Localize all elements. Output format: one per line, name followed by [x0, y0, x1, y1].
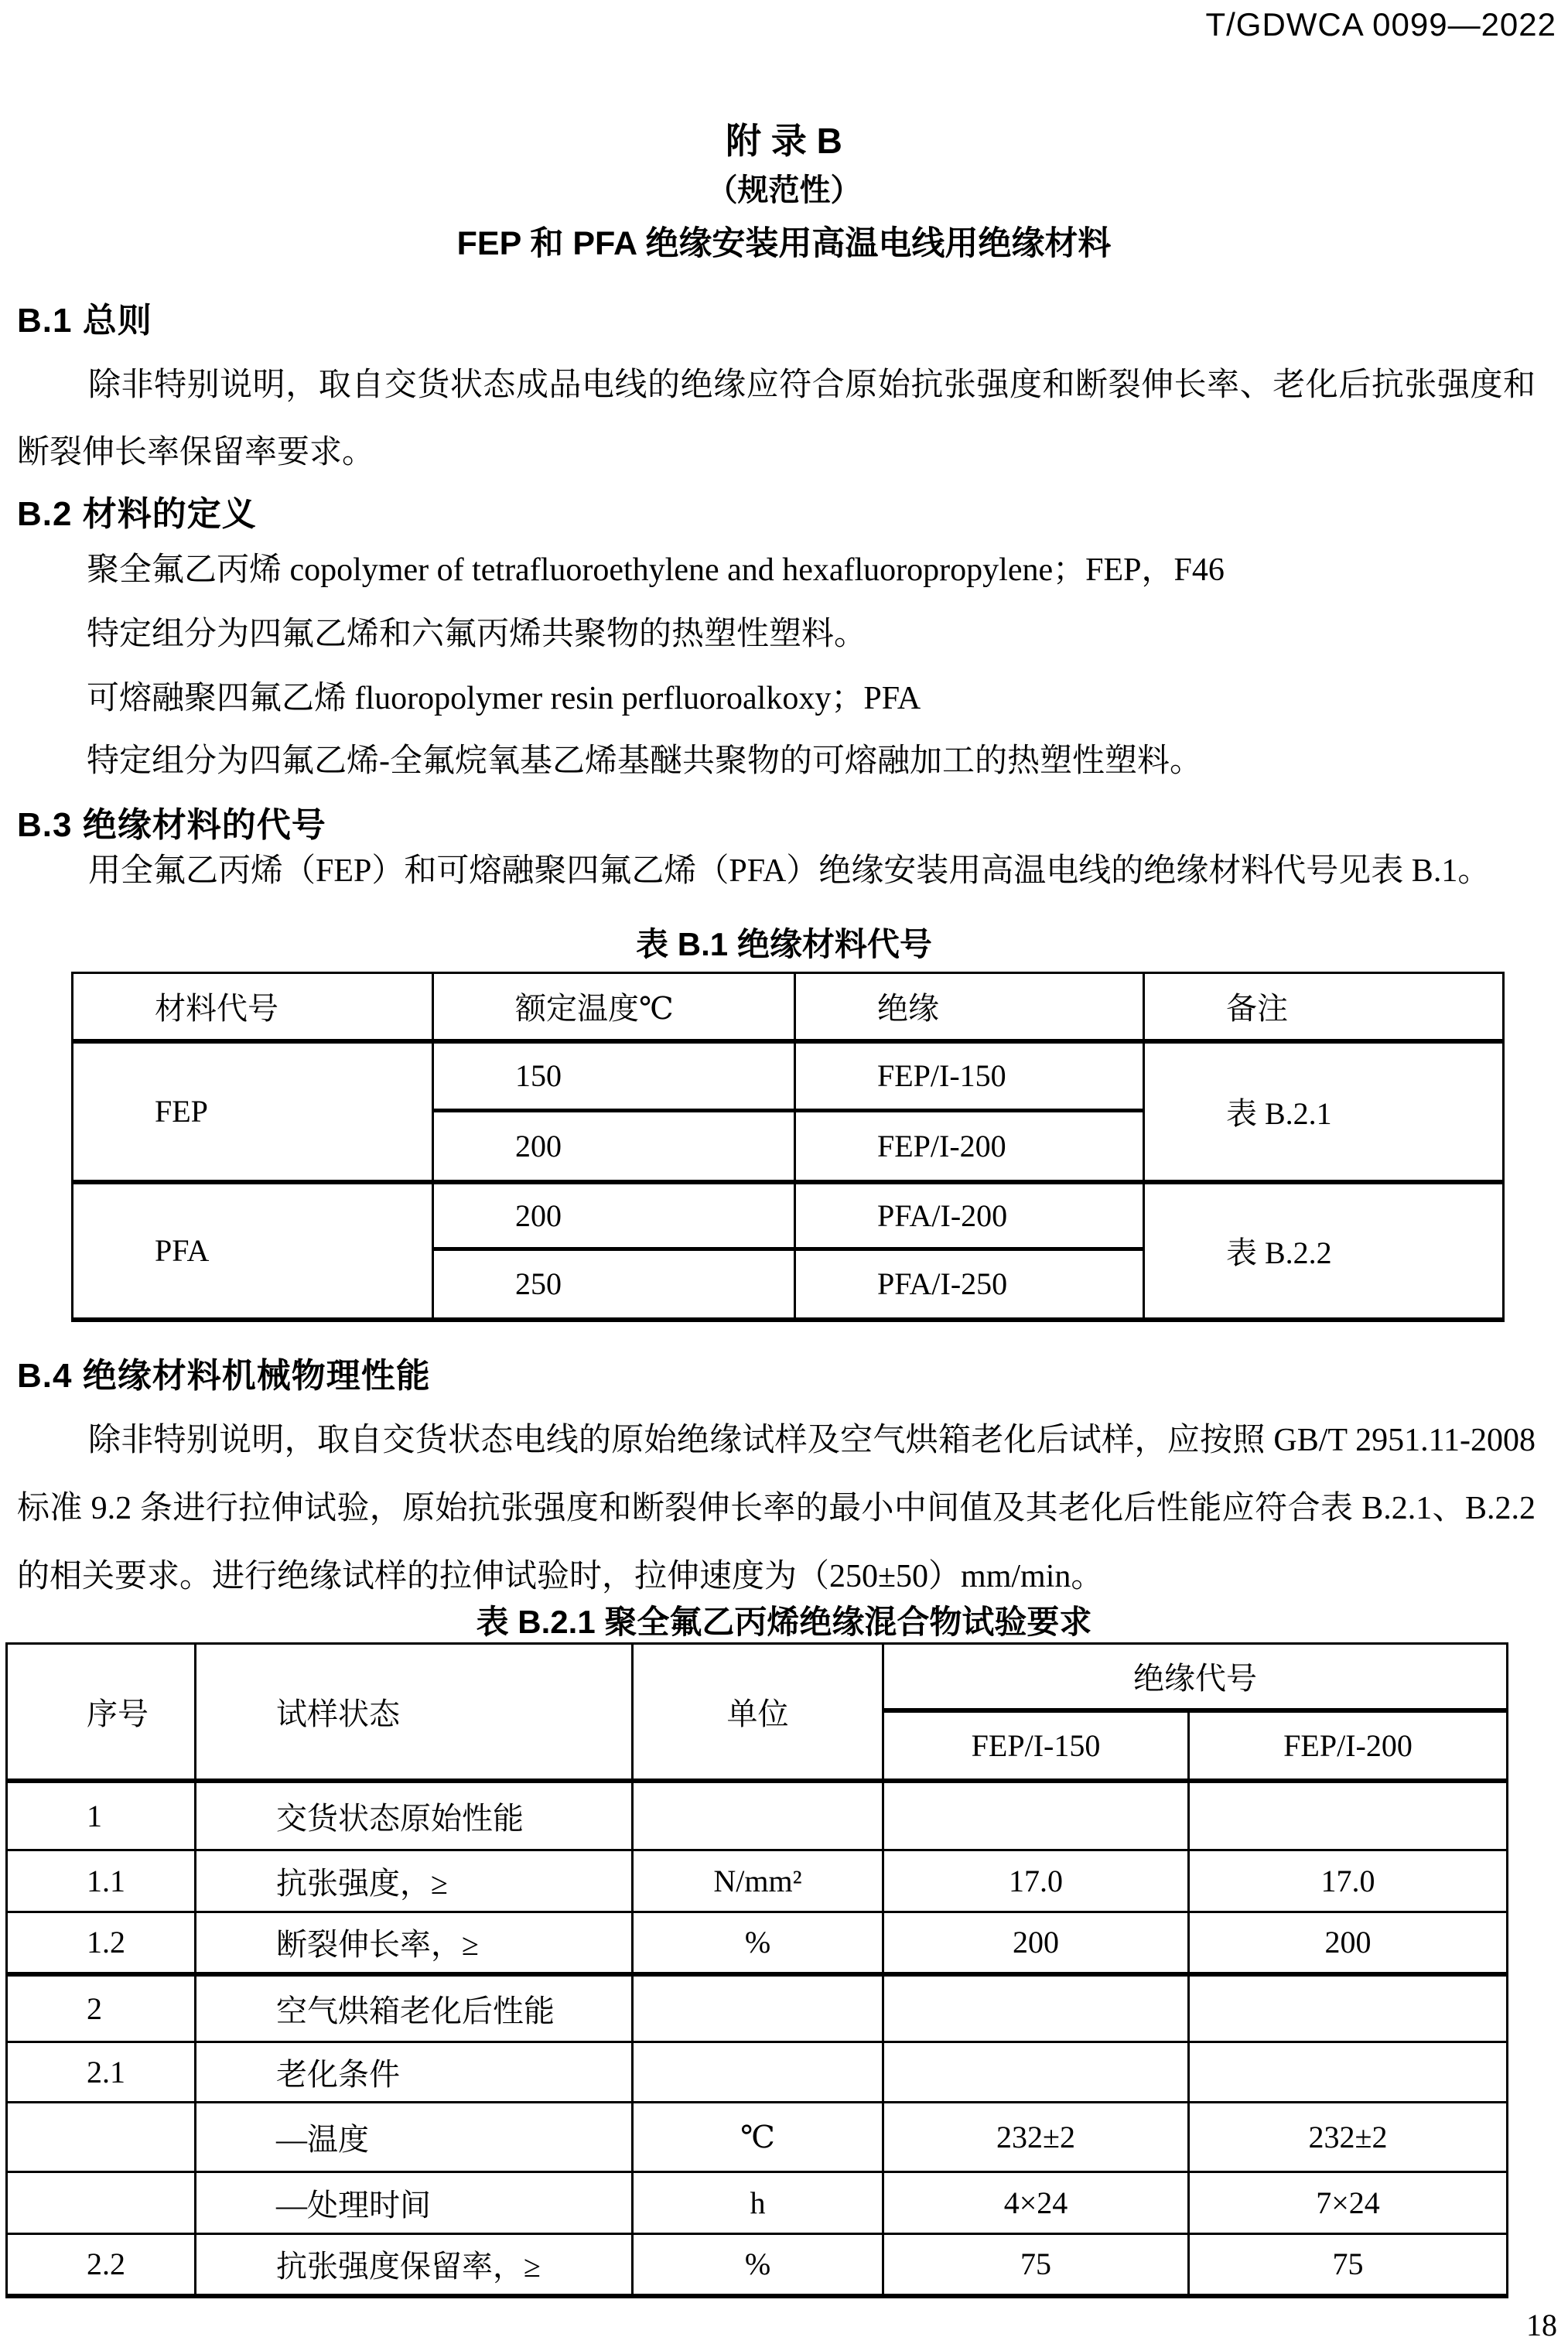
fep-i-150-value-cell: 17.0 [883, 1850, 1189, 1912]
column-header-fep-i-150: FEP/I-150 [883, 1710, 1189, 1781]
column-header-insulation-code-group: 绝缘代号 [883, 1644, 1508, 1710]
table-row [7, 1781, 1508, 1850]
fep-i-150-value-cell [883, 1781, 1189, 1850]
column-header-sample-state: 试样状态 [196, 1644, 633, 1781]
unit-cell: % [633, 1912, 883, 1974]
serial-cell: 2 [7, 1974, 196, 2042]
column-header-insulation: 绝缘 [795, 973, 1144, 1041]
section-b1-paragraph: 除非特别说明，取自交货状态成品电线的绝缘应符合原始抗张强度和断裂伸长率、老化后抗张强度和断裂伸长率保留率要求。 [17, 367, 1536, 470]
unit-cell: h [633, 2172, 883, 2234]
fep-i-150-value-cell [883, 2042, 1189, 2103]
fep-i-150-value-cell [883, 1974, 1189, 2042]
section-b3-paragraph: 用全氟乙丙烯（FEP）和可熔融聚四氟乙烯（PFA）绝缘安装用高温电线的绝缘材料代号见表 B.1。 [88, 853, 1491, 889]
section-b2-line-pfa-definition: 特定组分为四氟乙烯-全氟烷氧基乙烯基醚共聚物的可熔融加工的热塑性塑料。 [87, 743, 1202, 779]
serial-cell: 1.2 [7, 1912, 196, 1974]
fep-i-200-value-cell: 7×24 [1189, 2172, 1508, 2234]
unit-cell [633, 1781, 883, 1850]
fep-i-200-value-cell: 200 [1189, 1912, 1508, 1974]
serial-cell [7, 2172, 196, 2234]
remark-cell: 表 B.2.1 [1144, 1041, 1504, 1182]
unit-cell [633, 1974, 883, 2042]
serial-cell: 2.2 [7, 2234, 196, 2296]
temperature-cell: 150 [433, 1041, 795, 1111]
sample-state-cell: 交货状态原始性能 [196, 1781, 633, 1850]
table-b21 [5, 1642, 1508, 2298]
temperature-cell: 200 [433, 1111, 795, 1182]
insulation-code-cell: FEP/I-150 [795, 1041, 1144, 1111]
serial-cell: 2.1 [7, 2042, 196, 2103]
table-row [7, 1974, 1508, 2042]
sample-state-cell: 抗张强度，≥ [196, 1850, 633, 1912]
table-row [7, 2172, 1508, 2234]
insulation-code-cell: PFA/I-250 [795, 1249, 1144, 1320]
insulation-code-cell: FEP/I-200 [795, 1111, 1144, 1182]
fep-i-200-value-cell [1189, 1781, 1508, 1850]
section-b2-heading: B.2 材料的定义 [17, 495, 257, 533]
sample-state-cell: 空气烘箱老化后性能 [196, 1974, 633, 2042]
sample-state-cell: —温度 [196, 2103, 633, 2172]
section-b3-heading: B.3 绝缘材料的代号 [17, 806, 326, 844]
section-b2-line-fep-definition: 特定组分为四氟乙烯和六氟丙烯共聚物的热塑性塑料。 [87, 617, 867, 652]
table-row [7, 2042, 1508, 2103]
column-header-rated-temperature: 额定温度℃ [433, 973, 795, 1041]
appendix-normative-label: （规范性） [706, 173, 862, 207]
table-row [73, 1182, 1504, 1249]
unit-cell: % [633, 2234, 883, 2296]
fep-i-200-value-cell: 232±2 [1189, 2103, 1508, 2172]
table-b1-header-row [73, 973, 1504, 1041]
section-b1-heading: B.1 总则 [17, 302, 152, 340]
sample-state-cell: 断裂伸长率，≥ [196, 1912, 633, 1974]
fep-i-150-value-cell: 232±2 [883, 2103, 1189, 2172]
fep-i-150-value-cell: 4×24 [883, 2172, 1189, 2234]
table-row [7, 1912, 1508, 1974]
fep-i-150-value-cell: 200 [883, 1912, 1189, 1974]
section-b4-heading: B.4 绝缘材料机械物理性能 [17, 1357, 431, 1395]
column-header-unit: 单位 [633, 1644, 883, 1781]
appendix-subject-title: FEP 和 PFA 绝缘安装用高温电线用绝缘材料 [456, 225, 1112, 262]
table-b1 [71, 972, 1505, 1322]
fep-i-200-value-cell [1189, 2042, 1508, 2103]
page-number: 18 [1526, 2308, 1557, 2342]
section-b2-line-fep-term: 聚全氟乙丙烯 copolymer of tetrafluoroethylene and hexafluoropropylene；FEP，F46 [87, 552, 1225, 588]
table-row [7, 2103, 1508, 2172]
column-header-material: 材料代号 [73, 973, 433, 1041]
serial-cell: 1 [7, 1781, 196, 1850]
insulation-code-cell: PFA/I-200 [795, 1182, 1144, 1249]
fep-i-150-value-cell: 75 [883, 2234, 1189, 2296]
serial-cell [7, 2103, 196, 2172]
unit-cell: N/mm² [633, 1850, 883, 1912]
temperature-cell: 250 [433, 1249, 795, 1320]
standard-code: T/GDWCA 0099—2022 [1205, 6, 1556, 43]
column-header-serial-number: 序号 [7, 1644, 196, 1781]
column-header-fep-i-200: FEP/I-200 [1189, 1710, 1508, 1781]
section-b4-paragraph: 除非特别说明，取自交货状态电线的原始绝缘试样及空气烘箱老化后试样，应按照 GB/T 2951.11-2008 标准 9.2 条进行拉伸试验，原始抗张强度和断裂伸长率的最小中间值及其老化后性能应符合表 B.2.1、B.2.2 的相关要求。进行绝缘试样的拉伸试验时，拉伸速度为（250±50）mm/min。 [17, 1423, 1536, 1594]
table-b1-caption: 表 B.1 绝缘材料代号 [636, 926, 932, 962]
unit-cell [633, 2042, 883, 2103]
fep-i-200-value-cell [1189, 1974, 1508, 2042]
sample-state-cell: 老化条件 [196, 2042, 633, 2103]
remark-cell: 表 B.2.2 [1144, 1182, 1504, 1320]
material-cell: FEP [73, 1041, 433, 1182]
temperature-cell: 200 [433, 1182, 795, 1249]
table-row [7, 2234, 1508, 2296]
section-b2-line-pfa-term: 可熔融聚四氟乙烯 fluoropolymer resin perfluoroalkoxy；PFA [87, 681, 921, 716]
sample-state-cell: —处理时间 [196, 2172, 633, 2234]
table-b21-caption: 表 B.2.1 聚全氟乙丙烯绝缘混合物试验要求 [476, 1604, 1092, 1640]
serial-cell: 1.1 [7, 1850, 196, 1912]
fep-i-200-value-cell: 75 [1189, 2234, 1508, 2296]
sample-state-cell: 抗张强度保留率，≥ [196, 2234, 633, 2296]
table-row [7, 1850, 1508, 1912]
appendix-title: 附 录 B [726, 121, 842, 161]
table-b21-header-row-top [7, 1644, 1508, 1710]
column-header-remark: 备注 [1144, 973, 1504, 1041]
fep-i-200-value-cell: 17.0 [1189, 1850, 1508, 1912]
table-row [73, 1041, 1504, 1111]
material-cell: PFA [73, 1182, 433, 1320]
unit-cell: ℃ [633, 2103, 883, 2172]
